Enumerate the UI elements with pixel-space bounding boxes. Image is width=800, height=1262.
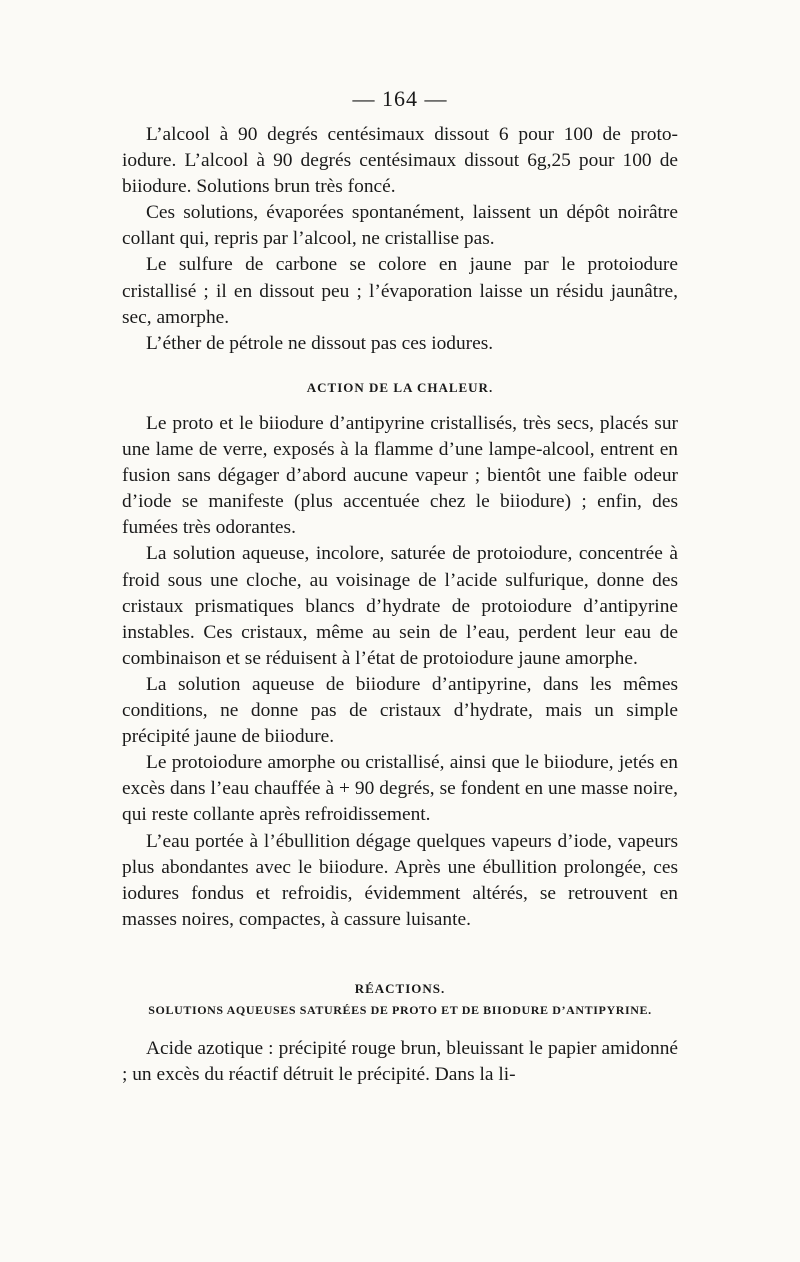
chaleur-text bbox=[122, 411, 678, 933]
paragraph: La solution aqueuse de biiodure d’antipyrine, dans les mêmes conditions, ne donne pas de cristaux d’hydrate, mais un simple précipité jaune de biiodure. bbox=[122, 673, 678, 748]
paragraph: L’eau portée à l’ébullition dégage quelques vapeurs d’iode, vapeurs plus abondantes avec le biiodure. Après une ébullition prolongée, ces iodures fondus et refroidis, évidemment altérés, se retrouvent en masses noires, compactes, à cassure luisante. bbox=[122, 830, 678, 930]
page-number: — 164 — bbox=[352, 86, 448, 111]
paragraph: Le sulfure de carbone se colore en jaune par le protoiodure cristallisé ; il en dissout peu ; l’évaporation laisse un résidu jaunâtre, sec, amorphe. bbox=[122, 254, 678, 328]
intro-text bbox=[122, 122, 678, 357]
paragraph: L’alcool à 90 degrés centésimaux dissout 6 pour 100 de proto-iodure. L’alcool à 90 degrés centésimaux dissout 6g,25 pour 100 de biiodure. Solutions brun très foncé. bbox=[122, 124, 678, 198]
section-heading-reactions: RÉACTIONS. bbox=[354, 981, 446, 996]
paragraph: Le protoiodure amorphe ou cristallisé, ainsi que le biiodure, jetés en excès dans l’eau chauffée à + 90 degrés, se fondent en une masse noire, qui reste collante après refroidissement. bbox=[122, 752, 678, 826]
reactions-text bbox=[122, 1036, 678, 1088]
paragraph: La solution aqueuse, incolore, saturée de protoiodure, concentrée à froid sous une cloche, au voisinage de l’acide sulfurique, donne des cristaux prismatiques blancs d’hydrate de protoiodure d’antipyrine instables. Ces cristaux, même au sein de l’eau, perdent leur eau de combinaison et se réduisent à l’état de protoiodure jaune amorphe. bbox=[122, 543, 678, 669]
paragraph: Ces solutions, évaporées spontanément, laissent un dépôt noirâtre collant qui, repris par l’alcool, ne cristallise pas. bbox=[122, 202, 678, 250]
section-heading-chaleur: ACTION DE LA CHALEUR. bbox=[306, 380, 494, 395]
paragraph: Le proto et le biiodure d’antipyrine cristallisés, très secs, placés sur une lame de verre, exposés à la flamme d’une lampe-alcool, entrent en fusion sans dégager d’abord aucune vapeur ; bientôt une faible odeur d’iode se manifeste (plus accentuée chez le biiodure) ; enfin, des fumées très odorantes. bbox=[122, 413, 678, 539]
paragraph: L’éther de pétrole ne dissout pas ces iodures. bbox=[146, 332, 494, 354]
section-subheading-solutions: SOLUTIONS AQUEUSES SATURÉES DE PROTO ET DE BIIODURE D’ANTIPYRINE. bbox=[148, 1003, 652, 1017]
paragraph: Acide azotique : précipité rouge brun, bleuissant le papier amidonné ; un excès du réactif détruit le précipité. Dans la li- bbox=[122, 1038, 678, 1086]
